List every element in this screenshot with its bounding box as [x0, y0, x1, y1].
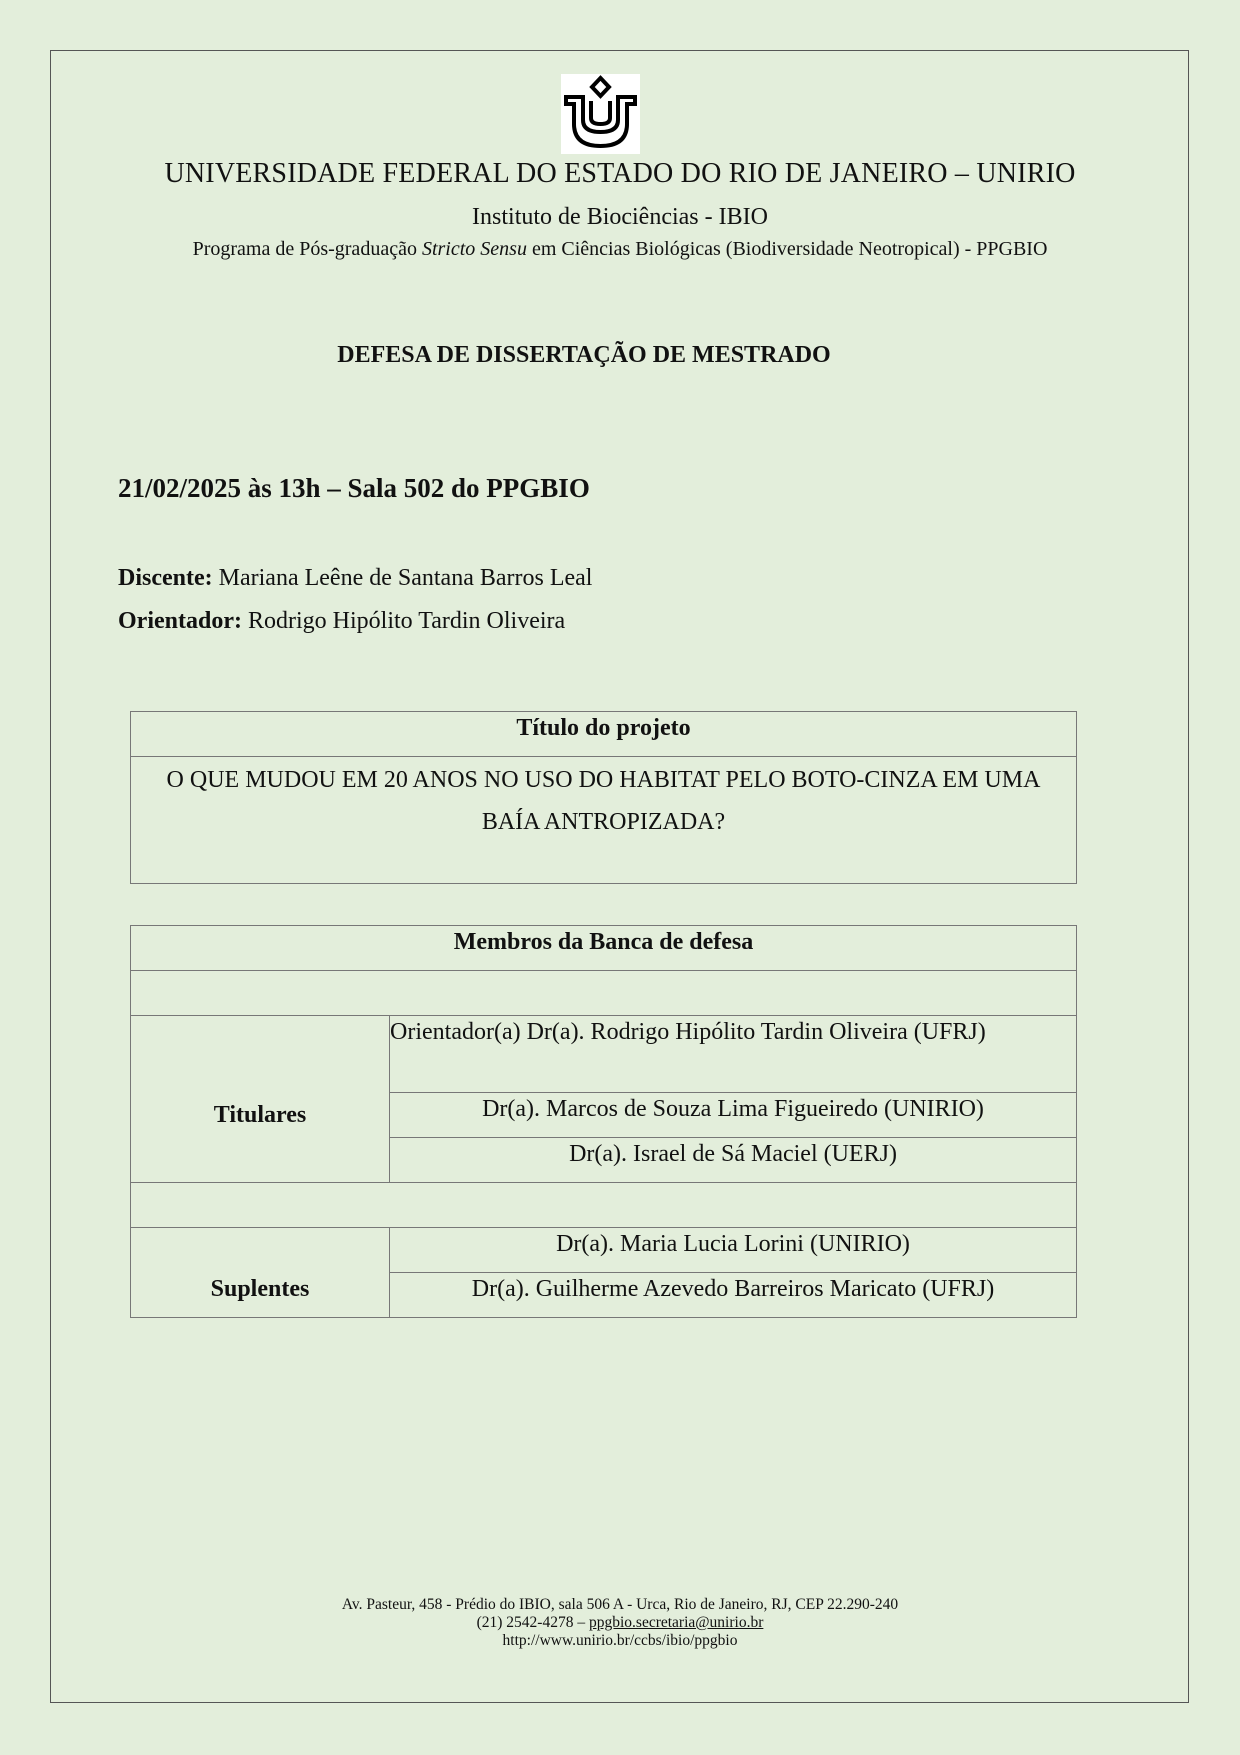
unirio-logo [561, 74, 640, 154]
university-name: UNIVERSIDADE FEDERAL DO ESTADO DO RIO DE JANEIRO – UNIRIO [164, 158, 1076, 189]
footer-phone: (21) 2542-4278 – [476, 1614, 589, 1631]
document-heading: DEFESA DE DISSERTAÇÃO DE MESTRADO [337, 342, 831, 368]
footer-url[interactable]: http://www.unirio.br/ccbs/ibio/ppgbio [502, 1632, 738, 1649]
footer-contact [0, 1614, 1240, 1632]
advisor-label: Orientador: [118, 608, 242, 634]
program-prefix: Programa de Pós-graduação [192, 238, 422, 260]
institute-name: Instituto de Biociências - IBIO [472, 204, 768, 230]
suplentes-label: Suplentes [131, 1228, 390, 1318]
student-label: Discente: [118, 565, 213, 591]
project-table [130, 711, 1077, 884]
titular-member: Orientador(a) Dr(a). Rodrigo Hipólito Tardin Oliveira (UFRJ) [390, 1016, 1077, 1093]
student-name: Mariana Leêne de Santana Barros Leal [218, 565, 593, 591]
advisor-name: Rodrigo Hipólito Tardin Oliveira [247, 608, 566, 634]
program-name [0, 238, 1240, 261]
suplente-member: Dr(a). Guilherme Azevedo Barreiros Maricato (UFRJ) [390, 1273, 1077, 1318]
project-title-line1: O QUE MUDOU EM 20 ANOS NO USO DO HABITAT PELO BOTO-CINZA EM UMA [166, 767, 1041, 793]
unirio-emblem-icon [561, 74, 640, 154]
titular-member: Dr(a). Marcos de Souza Lima Figueiredo (UNIRIO) [390, 1093, 1077, 1138]
committee-header: Membros da Banca de defesa [131, 926, 1077, 971]
project-title [131, 757, 1077, 884]
footer-address: Av. Pasteur, 458 - Prédio do IBIO, sala 506 A - Urca, Rio de Janeiro, RJ, CEP 22.290-240 [341, 1596, 899, 1613]
date-and-place: 21/02/2025 às 13h – Sala 502 do PPGBIO [118, 473, 590, 503]
titulares-label: Titulares [131, 1016, 390, 1183]
empty-row [131, 971, 1077, 1016]
committee-table [130, 925, 1077, 1318]
empty-row [131, 1183, 1077, 1228]
program-suffix: em Ciências Biológicas (Biodiversidade Neotropical) - PPGBIO [526, 238, 1048, 260]
project-title-line2: BAÍA ANTROPIZADA? [481, 809, 726, 835]
suplente-member: Dr(a). Maria Lucia Lorini (UNIRIO) [390, 1228, 1077, 1273]
program-italic: Stricto Sensu [421, 238, 527, 260]
titular-member: Dr(a). Israel de Sá Maciel (UERJ) [390, 1138, 1077, 1183]
footer-email-link[interactable]: ppgbio.secretaria@unirio.br [588, 1614, 764, 1631]
student-line [118, 565, 592, 592]
project-header: Título do projeto [131, 712, 1077, 757]
advisor-line [118, 608, 565, 635]
